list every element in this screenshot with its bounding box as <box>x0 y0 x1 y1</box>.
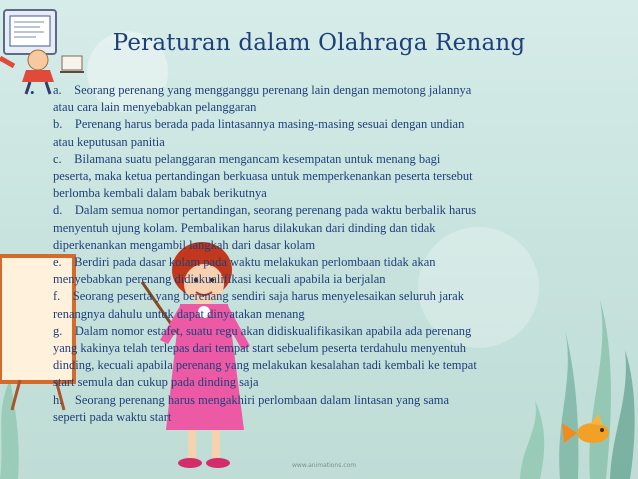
rule-line: diperkenankan mengambil langkah dari dasar kolam <box>53 237 316 252</box>
rule-line: b. Perenang harus berada pada lintasannya masing-masing sesuai dengan undian <box>53 117 465 132</box>
rule-line: atau cara lain menyebabkan pelanggaran <box>53 100 257 115</box>
rule-line: g. Dalam nomor estafet, suatu regu akan didiskualifikasikan apabila ada perenang <box>53 323 472 338</box>
rule-line: menyentuh ujung kolam. Pembalikan harus dilakukan dari dinding dan tidak <box>53 220 436 235</box>
rule-line: c. Bilamana suatu pelanggaran mengancam kesempatan untuk menang bagi <box>53 151 441 166</box>
rule-line: menyebabkan perenang didiskualifikasi kecuali apabila ia berjalan <box>53 272 386 287</box>
rule-line: d. Dalam semua nomor pertandingan, seorang perenang pada waktu berbalik harus <box>53 203 477 218</box>
rule-line: dinding, kecuali apabila perenang yang melakukan kesalahan tadi kembali ke tempat <box>53 358 477 373</box>
rule-line: yang kakinya telah terlepas dari tempat start sebelum peserta terdahulu menyentuh <box>53 341 467 356</box>
bullet-marker: • <box>30 85 35 100</box>
rule-line: seperti pada waktu start <box>53 409 172 424</box>
rule-line: e. Berdiri pada dasar kolam pada waktu melakukan perlombaan tidak akan <box>53 255 436 270</box>
rule-line: start semula dan cukup pada dinding saja <box>53 375 259 390</box>
rule-line: berlomba kembali dalam babak berikutnya <box>53 186 267 201</box>
rules-list <box>53 82 602 426</box>
rule-line: peserta, maka ketua pertandingan berkuasa untuk memperkenankan peserta tersebut <box>53 169 473 184</box>
rules-content <box>32 82 602 426</box>
rule-line: renangnya dahulu untuk dapat dinyatakan menang <box>53 306 305 321</box>
rule-line: atau keputusan panitia <box>53 134 165 149</box>
rule-line: f. Seorang peserta yang berenang sendiri saja harus menyelesaikan seluruh jarak <box>53 289 464 304</box>
rule-line: a. Seorang perenang yang mengganggu perenang lain dengan memotong jalannya <box>53 83 472 97</box>
slide-title: Peraturan dalam Olahraga Renang <box>112 30 526 56</box>
rule-line: h. Seorang perenang harus mengakhiri perlombaan dalam lintasan yang sama <box>53 392 450 407</box>
credit-text: www.animations.com <box>292 462 357 469</box>
